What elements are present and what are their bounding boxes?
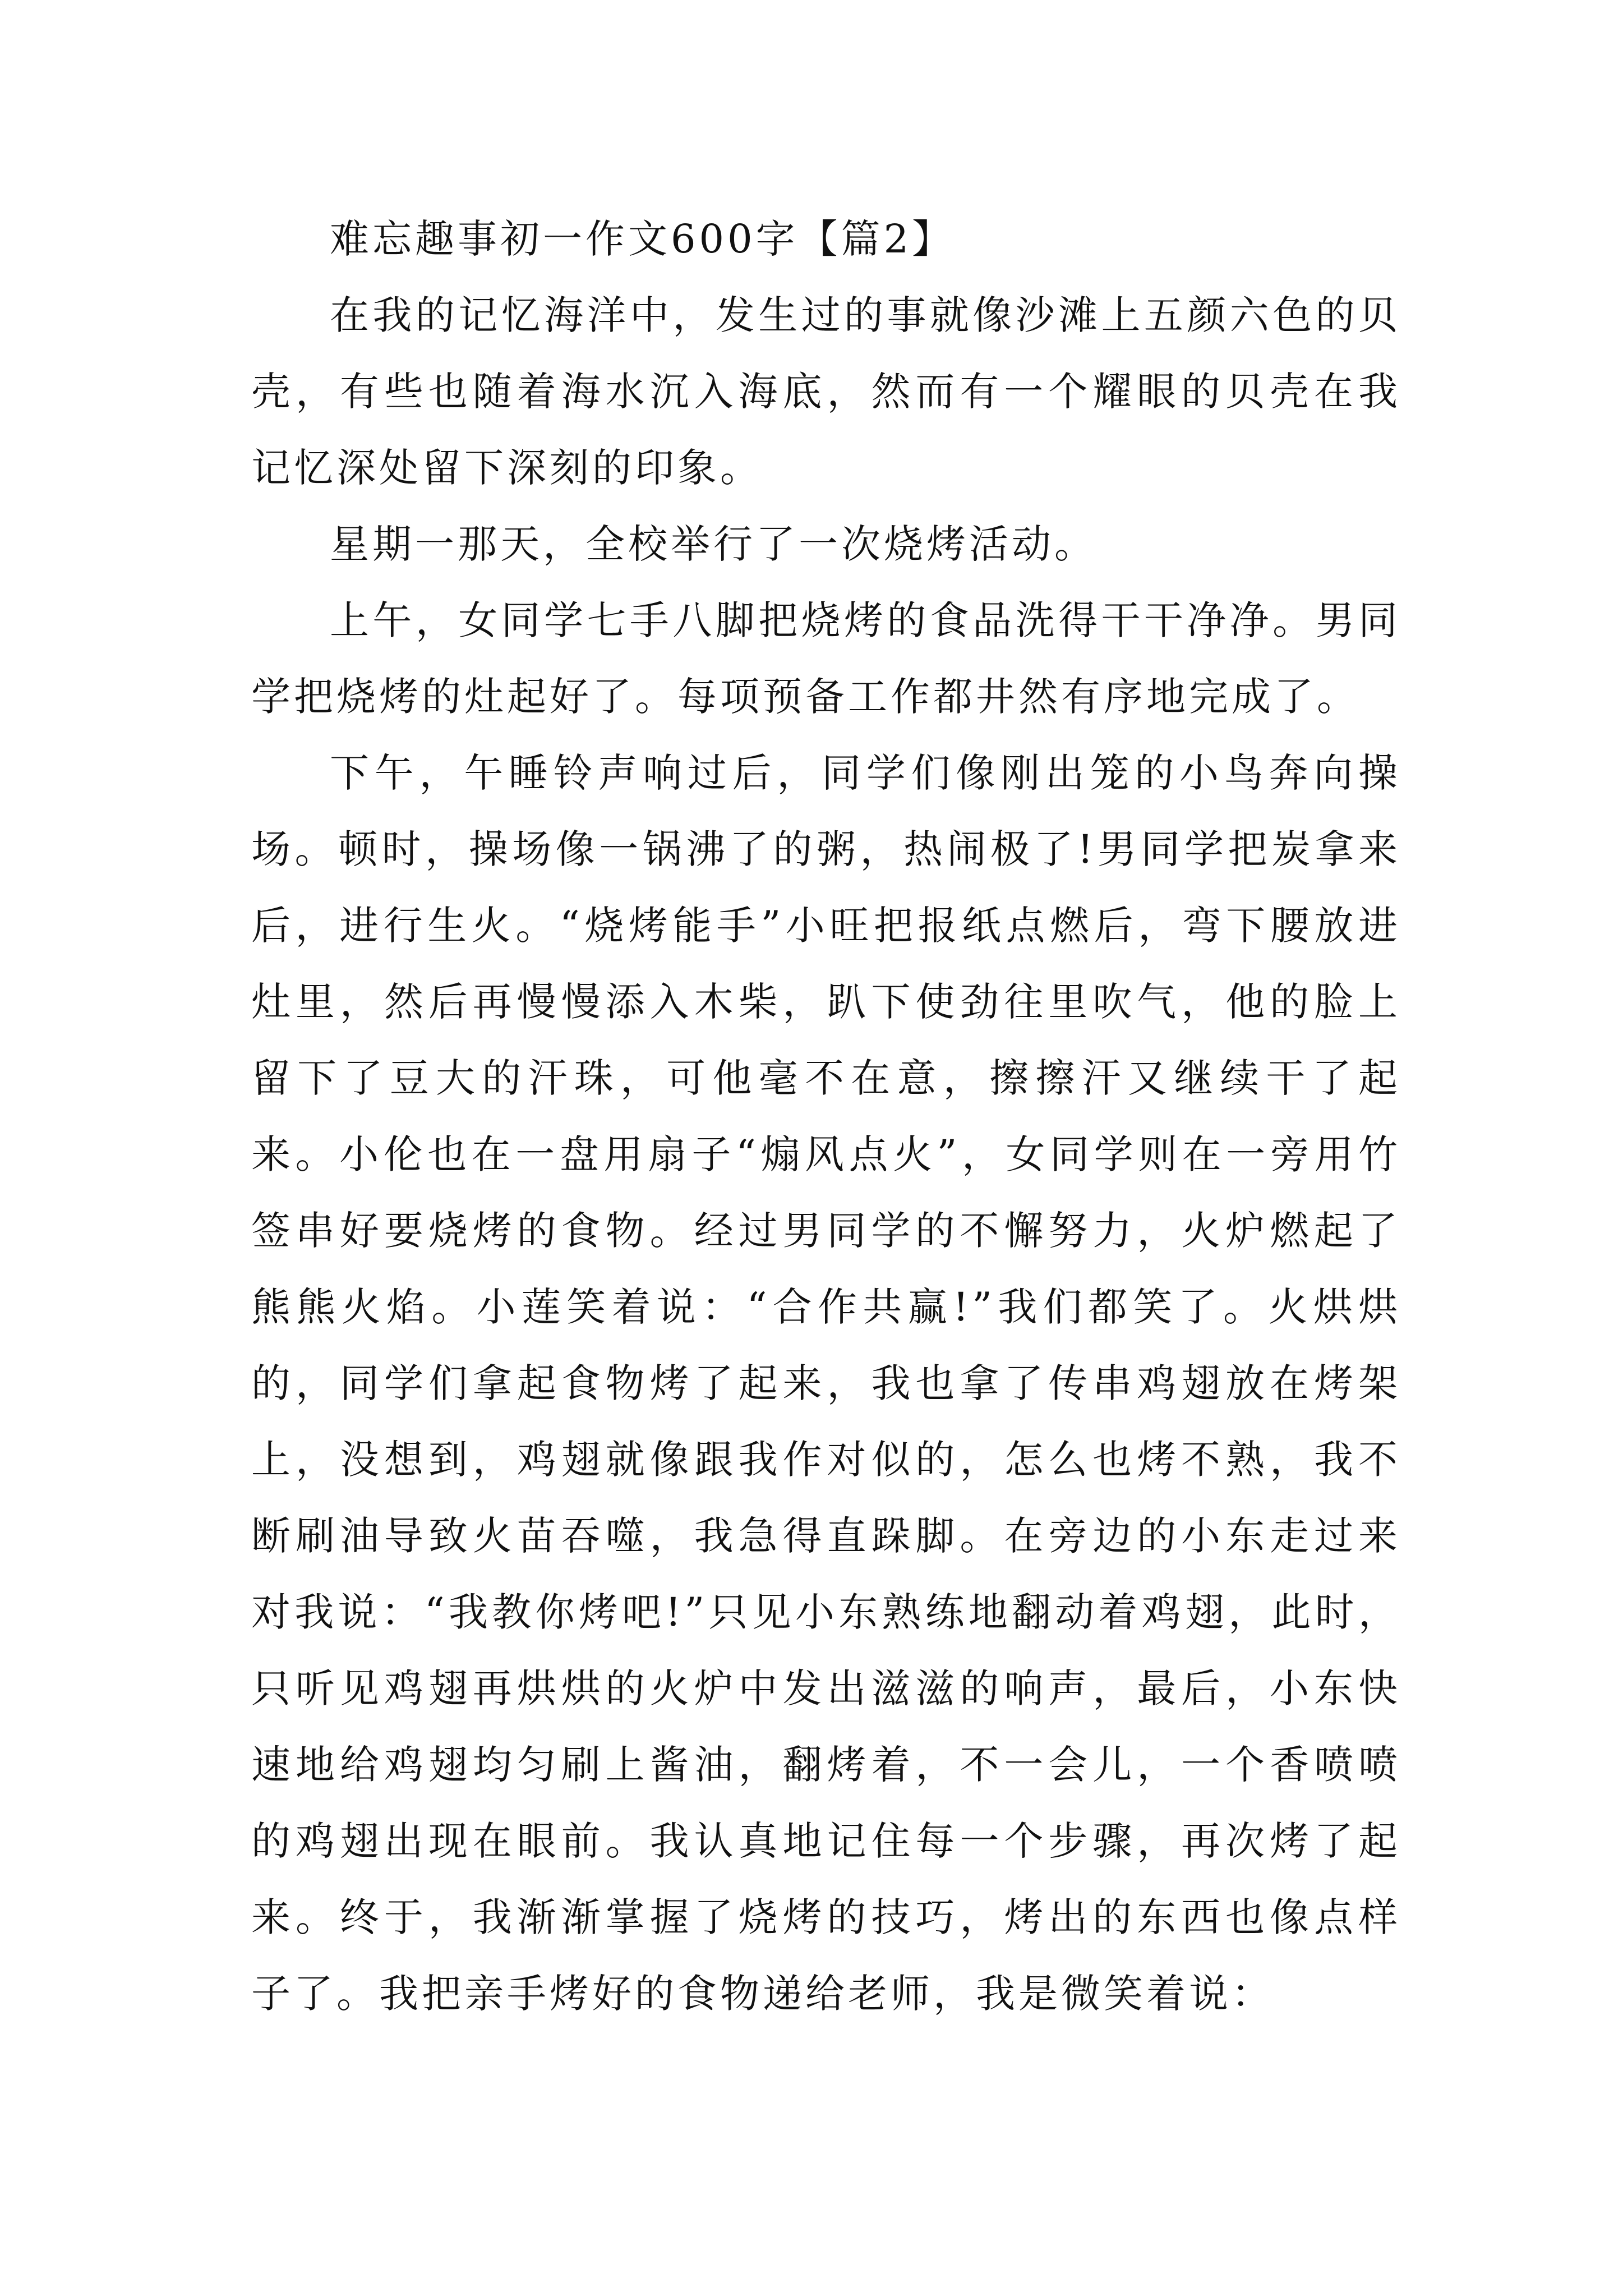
paragraph-2: 星期一那天，全校举行了一次烧烤活动。	[330, 521, 1097, 567]
paragraph-3: 上午，女同学七手八脚把烧烤的食品洗得干干净净。男同学把烧烤的灶起好了。每项预备工作都井然有序地完成了。	[251, 597, 1401, 720]
document-title: 难忘趣事初一作文600字【篇2】	[330, 216, 955, 262]
paragraph-1: 在我的记忆海洋中，发生过的事就像沙滩上五颜六色的贝壳，有些也随着海水沉入海底，然而有一个耀眼的贝壳在我记忆深处留下深刻的印象。	[251, 292, 1401, 491]
document-body	[251, 201, 1401, 2032]
paragraph-4: 下午，午睡铃声响过后，同学们像刚出笼的小鸟奔向操场。顿时，操场像一锅沸了的粥，热闹极了!男同学把炭拿来后，进行生火。“烧烤能手”小旺把报纸点燃后，弯下腰放进灶里，然后再慢慢添入木柴，趴下使劲往里吹气，他的脸上留下了豆大的汗珠，可他毫不在意，擦擦汗又继续干了起来。小伦也在一盘用扇子“煽风点火”，女同学则在一旁用竹签串好要烧烤的食物。经过男同学的不懈努力，火炉燃起了熊熊火焰。小莲笑着说：“合作共赢!”我们都笑了。火烘烘的，同学们拿起食物烤了起来，我也拿了传串鸡翅放在烤架上，没想到，鸡翅就像跟我作对似的，怎么也烤不熟，我不断刷油导致火苗吞噬，我急得直跺脚。在旁边的小东走过来对我说：“我教你烤吧!”只见小东熟练地翻动着鸡翅，此时，只听见鸡翅再烘烘的火炉中发出滋滋的响声，最后，小东快速地给鸡翅均匀刷上酱油，翻烤着，不一会儿，一个香喷喷的鸡翅出现在眼前。我认真地记住每一个步骤，再次烤了起来。终于，我渐渐掌握了烧烤的技巧，烤出的东西也像点样子了。我把亲手烤好的食物递给老师，我是微笑着说：	[251, 750, 1401, 2017]
